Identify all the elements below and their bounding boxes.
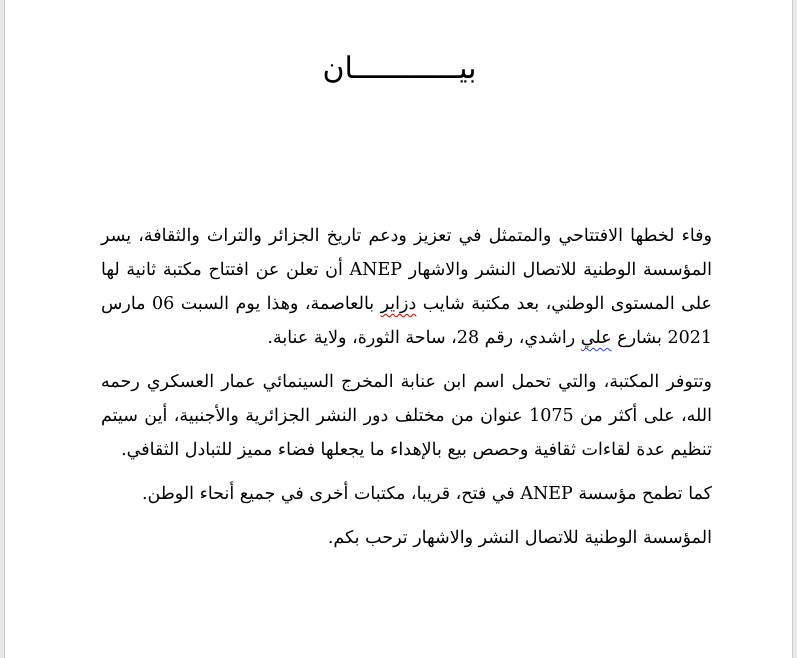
paragraph-opening-text-end: راشدي، رقم 28، ساحة الثورة، ولاية عنابة. xyxy=(267,328,581,348)
paragraph-closing xyxy=(101,521,712,555)
paragraph-opening-text-cont: بالعاصمة، وهذا يوم السبت 06 مارس 2021 بشارع xyxy=(101,294,712,348)
document-title: بيــــــــــــان xyxy=(322,51,477,86)
paragraph-opening-text: وفاء لخطها الافتتاحي والمتمثل في تعزيز ودعم تاريخ الجزائر والتراث والثقافة، يسر المؤسسة الوطنية للاتصال النشر والاشهار ANEP أن تعلن عن افتتاح مكتبة ثانية لها على المستوى الوطني، بعد مكتبة شايب xyxy=(101,226,712,314)
spellcheck-flagged-word[interactable]: دزاير xyxy=(380,294,417,314)
document-body xyxy=(101,219,712,555)
paragraph-library-details xyxy=(101,365,712,467)
paragraph-opening xyxy=(101,219,712,355)
grammar-flagged-word[interactable]: علي xyxy=(580,328,612,348)
paragraph-closing-text: المؤسسة الوطنية للاتصال النشر والاشهار ترحب بكم. xyxy=(327,528,712,548)
paragraph-future-plans xyxy=(101,477,712,511)
paragraph-library-details-text: وتتوفر المكتبة، والتي تحمل اسم ابن عنابة المخرج السينمائي عمار العسكري رحمه الله، على أكثر من 1075 عنوان من مختلف دور النشر الجزائرية والأجنبية، أين سيتم تنظيم عدة لقاءات ثقافية وحصص بيع بالإهداء ما يجعلها فضاء مميز للتبادل الثقافي. xyxy=(101,372,713,460)
paragraph-future-plans-text: كما تطمح مؤسسة ANEP في فتح، قريبا، مكتبات أخرى في جميع أنحاء الوطن. xyxy=(141,484,712,504)
document-page xyxy=(4,0,793,658)
